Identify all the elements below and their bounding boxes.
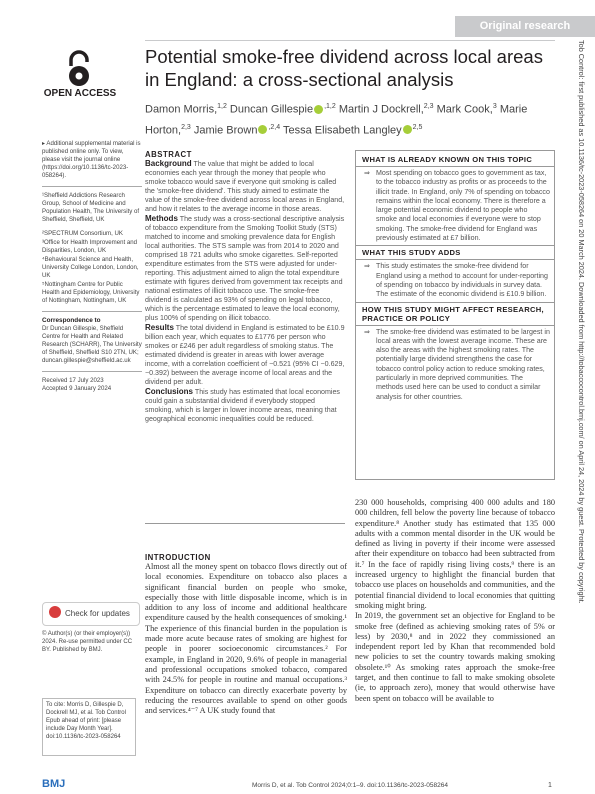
divider	[42, 371, 142, 372]
abstract-background-heading: Background	[145, 159, 192, 168]
author-name: Tessa Elisabeth Langley	[283, 124, 402, 137]
divider	[42, 186, 142, 187]
abstract-results: The total dividend in England is estimated to be £10.9 billion each year, which equates to £1776 per person who smokes or £246 per adult regardless of smoking status. The estimated dividend is greater in areas with lower average income, with a correlation coefficient of −0.521 (95% CI −0.629, −0.392) between the average income of local areas and the dividend per adult.	[145, 324, 345, 386]
affiliation-marker: ,1,2	[324, 103, 336, 110]
abstract-methods-heading: Methods	[145, 214, 178, 223]
download-notice: Tob Control: first published as 10.1136/tc-2023-058264 on 20 March 2024. Downloaded from http://tobaccocontrol.bmj.com/ on April 24, 2024 by guest. Protected by copyright.	[577, 40, 586, 604]
affiliation-marker: 1,2	[217, 103, 227, 110]
affiliation-marker: 2,5	[412, 123, 423, 131]
abstract-background: The value that might be added to local economies each year through the money that people who smoke tobacco would save if everyone quit smoking is called the 'smoke-free dividend'. This study aimed to estimate the value of the smoke-free dividend across local areas in England, and how it relates to the average income in those areas.	[145, 160, 345, 213]
correspondence-heading: Correspondence to	[42, 317, 101, 324]
abstract-divider	[145, 523, 345, 524]
orcid-icon[interactable]	[258, 125, 267, 134]
affiliation-marker: 2,3	[181, 123, 191, 131]
key-messages-box	[355, 150, 555, 480]
author-name: Martin J Dockrell,	[338, 103, 424, 116]
arrow-icon: ⇒	[364, 169, 370, 177]
affiliation-marker: 3	[492, 103, 497, 110]
divider	[356, 325, 554, 326]
adds-heading: WHAT THIS STUDY ADDS	[362, 248, 461, 258]
abstract-conclusions-heading: Conclusions	[145, 387, 194, 396]
right-margin-note	[572, 40, 588, 780]
abstract-results-heading: Results	[145, 323, 174, 332]
affiliation-marker: 2,3	[423, 103, 434, 110]
affiliation: ⁴Behavioural Science and Health, University College London, London, UK	[42, 256, 139, 279]
check-updates-label: Check for updates	[65, 609, 130, 618]
affect-text: The smoke-free dividend was estimated to be largest in local areas with the lowest average income. These are also the areas with the highest smoking rates. The potentially large dividend strengthens the case for tobacco control policy action to reduce smoking rates, particularly in more deprived communities. The methods used here can be used to conduct a similar analysis for other countries.	[376, 327, 550, 401]
sidebar	[42, 140, 142, 399]
body-column-2: 230 000 households, comprising 400 000 adults and 180 000 children, fell below the poverty line because of tobacco expenditure.⁸ Another study has estimated that 135 000 adults with a common mental disorder in the UK would be defined as living in poverty if their income were assessed after their expenditure on tobacco had been subtracted from it.⁷ In the face of rapidly rising living costs,⁹ there is an increased urgency to highlight the financial burden that tobacco use places on households and communities, and the potential financial dividend to local economies that quitting smoking might bring. In 2019, the government set an objective for England to be smoke free (defined as achieving smoking rates of 5% or less) by 2030,⁸ and in 2022 they commissioned an independent report led by Khan that recommended bold new policies to set the country towards making smoking obsolete.¹⁰ As smoking rates approach the smoke-free target, and then continue to fall to make smoking obsolete (ie, to approach zero), money that would otherwise have been spent on tobacco will be available to	[355, 498, 555, 703]
abstract-heading: ABSTRACT	[145, 150, 192, 159]
divider	[42, 311, 142, 312]
divider	[356, 259, 554, 260]
accepted-date: Accepted 9 January 2024	[42, 385, 112, 392]
introduction-heading: INTRODUCTION	[145, 553, 211, 562]
open-access-label: OPEN ACCESS	[43, 88, 117, 99]
section-label: Original research	[455, 16, 595, 37]
affiliation: ³Office for Health Improvement and Disparities, London, UK	[42, 239, 138, 254]
divider	[356, 302, 554, 303]
page-number: 1	[548, 782, 552, 789]
footer-citation: Morris D, et al. Tob Control 2024;0:1–9. doi:10.1136/tc-2023-058264	[252, 782, 448, 789]
supplemental-note: ▸ Additional supplemental material is published online only. To view, please visit the journal online (https://doi.org/10.1136/tc-2023-058264).	[42, 140, 141, 179]
header-bar	[0, 0, 595, 40]
divider	[356, 245, 554, 246]
article-title: Potential smoke-free dividend across local areas in England: a cross-sectional analysis	[145, 46, 543, 90]
abstract-methods: The study was a cross-sectional descriptive analysis of tobacco expenditure from the Smoking Toolkit Study (STS) matched to income and smoking prevalence data for English local authorities. The STS sample was from 2014 to 2020 and comprised 18 721 adults who smoke cigarettes. Self-reported expenditure estimates from the STS were adjusted for under-reporting. This adjustment aimed to align the total expenditure estimate with figures derived from government tax receipts and national estimates of illicit tobacco use. The smoke-free dividend is calculated as 93% of spending on legal tobacco, which is the percentage estimated to leave the local economy, plus 100% of spending on illicit tobacco.	[145, 215, 345, 322]
affiliation: ²SPECTRUM Consortium, UK	[42, 230, 123, 237]
arrow-icon: ⇒	[364, 262, 370, 271]
arrow-icon: ⇒	[364, 327, 370, 336]
orcid-icon[interactable]	[314, 105, 323, 114]
adds-text: This study estimates the smoke-free dividend for England using a method to account for under-reporting of spending on tobacco by individuals in survey data. The estimate of the economic dividend is £10.9 billion.	[376, 262, 548, 299]
author-list	[145, 98, 545, 139]
affect-heading: HOW THIS STUDY MIGHT AFFECT RESEARCH, PRACTICE OR POLICY	[362, 304, 544, 323]
author-name: Duncan Gillespie	[229, 103, 314, 116]
affiliation: ⁵Nottingham Centre for Public Health and Epidemiology, University of Nottingham, Nottingham, UK	[42, 281, 140, 304]
affiliation: ¹Sheffield Addictions Research Group, School of Medicine and Population Health, The University of Sheffield, Sheffield, UK	[42, 192, 140, 223]
introduction-text: Almost all the money spent on tobacco flows directly out of local economies. Expenditure on tobacco also places a significant financial burden on people who smoke, especially those with little disposable income, which is in addition to any loss of income and additional healthcare expenditure caused by the health consequences of smoking.¹ The experience of this financial burden in the population is made more acute because rates of smoking are highest for people in poorer socioeconomic circumstances.² For example, in England in 2020, 9.6% of people in managerial and professional occupations smoked tobacco, compared with 24.5% for people in routine and manual occupations.³ Expenditure on tobacco can directly exacerbate poverty by reducing the resources available to spend on other goods and services.⁴⁻⁷ A UK study found that	[145, 562, 347, 716]
author-name: Mark Cook,	[436, 103, 493, 116]
known-heading: WHAT IS ALREADY KNOWN ON THIS TOPIC	[362, 155, 533, 164]
copyright-notice: © Author(s) (or their employer(s)) 2024. Re-use permitted under CC BY. Published by BMJ.	[42, 631, 133, 653]
bmj-logo: BMJ	[42, 778, 66, 790]
author-name: Marie Horton,	[145, 103, 528, 137]
divider	[356, 166, 554, 167]
author-name: Jamie Brown	[193, 124, 258, 137]
abstract-conclusions: This study has estimated that local economies could gain a substantial dividend if everybody stopped smoking, which is larger in lower income areas, meaning that geographical economic inequalities could be reduced.	[145, 388, 340, 423]
orcid-icon[interactable]	[403, 125, 412, 134]
author-name: Damon Morris,	[145, 103, 218, 116]
title-rule	[145, 40, 555, 41]
affiliation-marker: ,2,4	[268, 123, 281, 131]
received-date: Received 17 July 2023	[42, 377, 104, 384]
check-for-updates-button[interactable]	[42, 602, 140, 626]
abstract	[145, 150, 345, 424]
correspondence-text: Dr Duncan Gillespie, Sheffield Centre for Health and Related Research (SCHARR), The University of Sheffield, Sheffield S10 2TN, UK; duncan.gillespie@sheffield.ac.uk	[42, 325, 142, 364]
known-text: Most spending on tobacco goes to government as tax, to the tobacco industry as profits or as proceeds to the illicit trade. In England, only 7% of spending on tobacco remains within the local economy. There is therefore a large potential economic dividend to people who smoke and local economies if everyone were to stop smoking. The smoke-free dividend for England was previously estimated at £7 billion.	[376, 169, 550, 243]
citation-box: To cite: Morris D, Gillespie D, Dockrell MJ, et al. Tob Control Epub ahead of print: [please include Day Month Year]. doi:10.1136/tc-2023-058264	[42, 698, 136, 756]
check-updates-icon	[49, 606, 61, 618]
